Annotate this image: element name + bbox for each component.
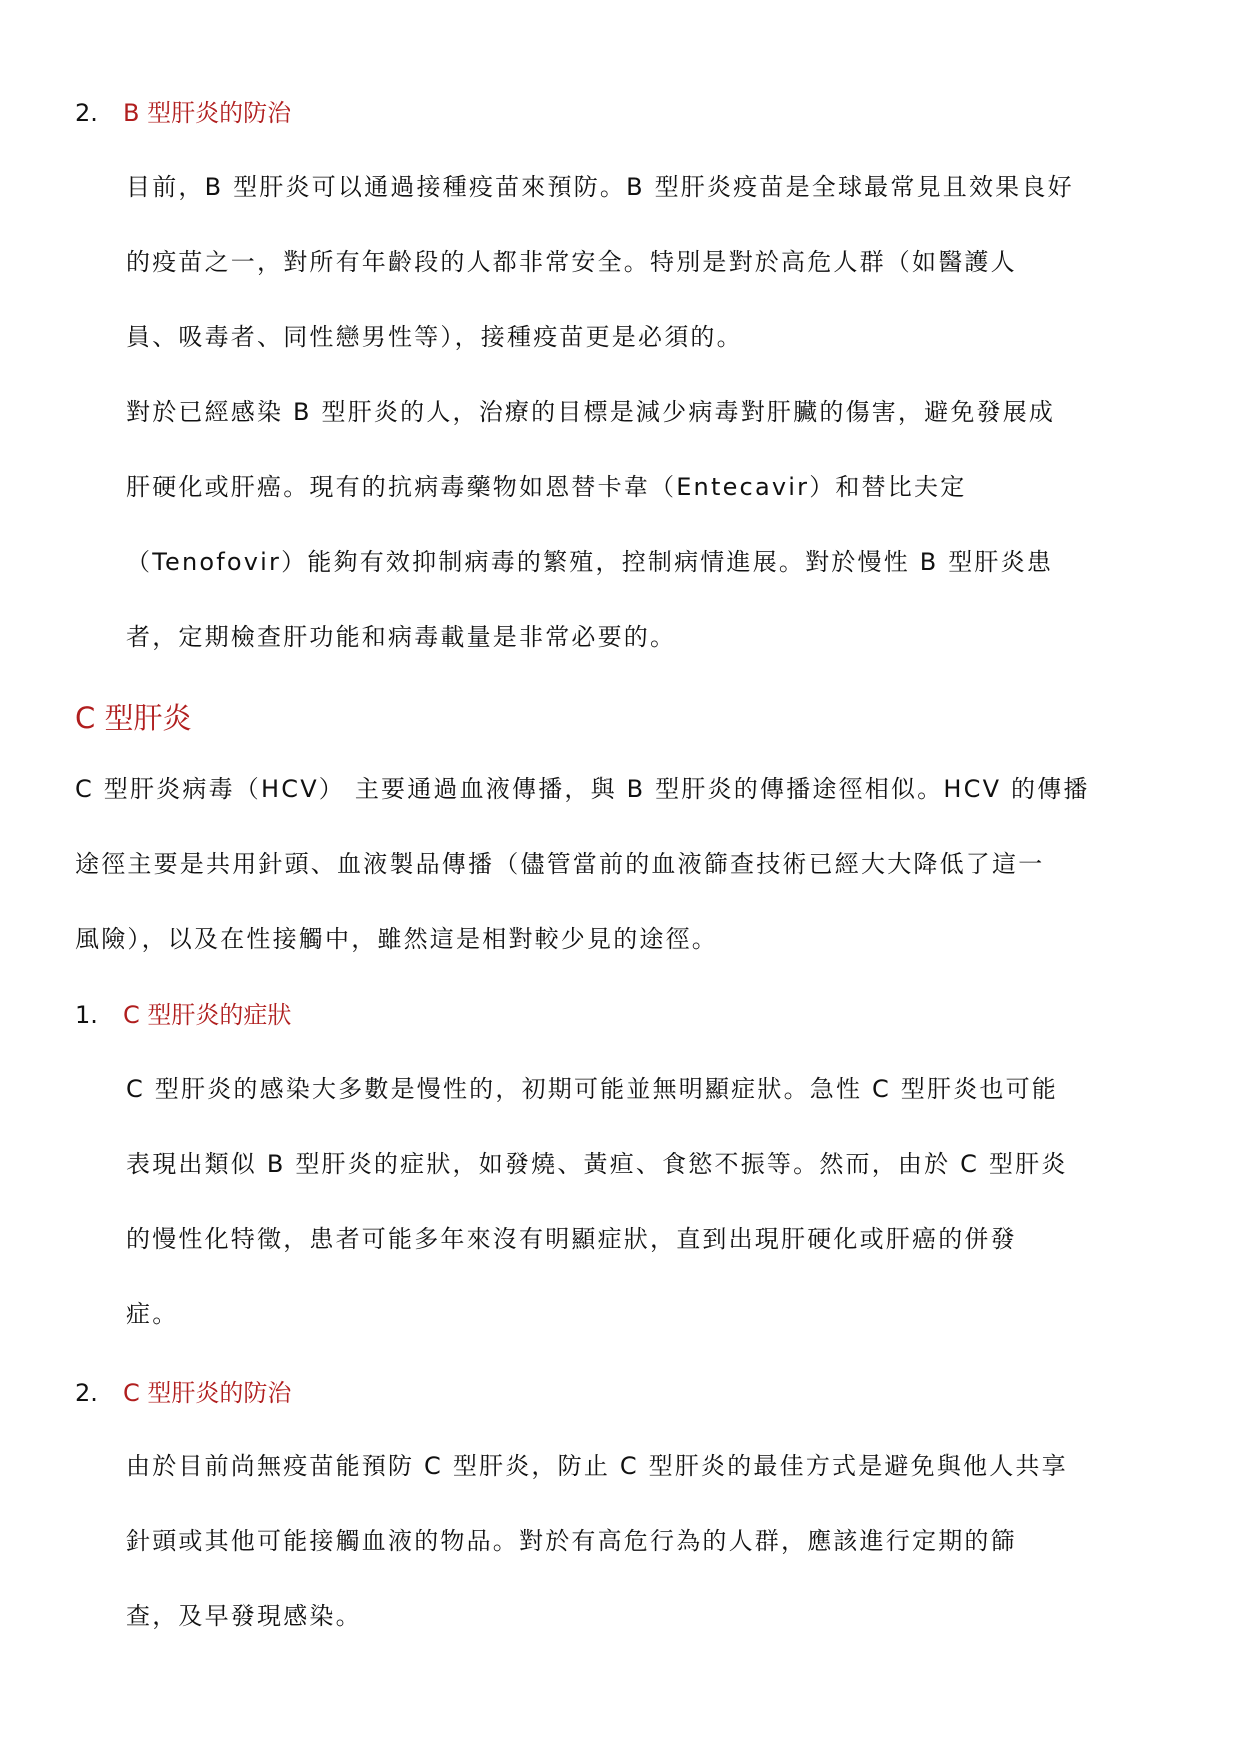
paragraph-b-treatment — [126, 375, 1166, 675]
subheading-number: 2. — [75, 1379, 98, 1407]
paragraph-line: 肝硬化或肝癌。現有的抗病毒藥物如恩替卡韋（Entecavir）和替比夫定 — [126, 473, 967, 501]
paragraph-line: 症。 — [126, 1300, 179, 1328]
paragraph-line: 目前，B 型肝炎可以通過接種疫苗來預防。B 型肝炎疫苗是全球最常見且效果良好 — [126, 173, 1074, 201]
section-title-c-hepatitis: C 型肝炎 — [75, 701, 192, 735]
paragraph-line: 表現出類似 B 型肝炎的症狀，如發燒、黃疸、食慾不振等。然而，由於 C 型肝炎 — [126, 1150, 1068, 1178]
paragraph-line: C 型肝炎病毒（HCV） 主要通過血液傳播，與 B 型肝炎的傳播途徑相似。HCV 的傳播 — [75, 775, 1090, 803]
paragraph-c-symptoms — [126, 1052, 1166, 1352]
paragraph-c-intro — [75, 752, 1165, 977]
paragraph-line: 風險），以及在性接觸中，雖然這是相對較少見的途徑。 — [75, 925, 718, 953]
subheading-c-symptoms — [75, 999, 291, 1031]
subheading-title: C 型肝炎的防治 — [123, 1379, 292, 1407]
paragraph-line: 由於目前尚無疫苗能預防 C 型肝炎，防止 C 型肝炎的最佳方式是避免與他人共享 — [126, 1452, 1068, 1480]
paragraph-line: 的慢性化特徵，患者可能多年來沒有明顯症狀，直到出現肝硬化或肝癌的併發 — [126, 1225, 1017, 1253]
paragraph-c-prevention — [126, 1429, 1166, 1654]
subheading-number: 2. — [75, 99, 98, 127]
paragraph-line: 查，及早發現感染。 — [126, 1602, 362, 1630]
paragraph-line: 途徑主要是共用針頭、血液製品傳播（儘管當前的血液篩查技術已經大大降低了這一 — [75, 850, 1045, 878]
subheading-title: C 型肝炎的症狀 — [123, 1001, 292, 1029]
paragraph-line: 對於已經感染 B 型肝炎的人，治療的目標是減少病毒對肝臟的傷害，避免發展成 — [126, 398, 1056, 426]
paragraph-line: 者，定期檢查肝功能和病毒載量是非常必要的。 — [126, 623, 677, 651]
subheading-title: B 型肝炎的防治 — [123, 99, 292, 127]
subheading-number: 1. — [75, 1001, 98, 1029]
paragraph-line: C 型肝炎的感染大多數是慢性的，初期可能並無明顯症狀。急性 C 型肝炎也可能 — [126, 1075, 1058, 1103]
paragraph-line: 員、吸毒者、同性戀男性等），接種疫苗更是必須的。 — [126, 323, 743, 351]
paragraph-line: 針頭或其他可能接觸血液的物品。對於有高危行為的人群，應該進行定期的篩 — [126, 1527, 1017, 1555]
subheading-c-prevention — [75, 1377, 291, 1409]
paragraph-b-vaccine — [126, 150, 1166, 375]
paragraph-line: 的疫苗之一，對所有年齡段的人都非常安全。特別是對於高危人群（如醫護人 — [126, 248, 1017, 276]
paragraph-line: （Tenofovir）能夠有效抑制病毒的繁殖，控制病情進展。對於慢性 B 型肝炎患 — [126, 548, 1054, 576]
subheading-b-prevention — [75, 97, 291, 129]
